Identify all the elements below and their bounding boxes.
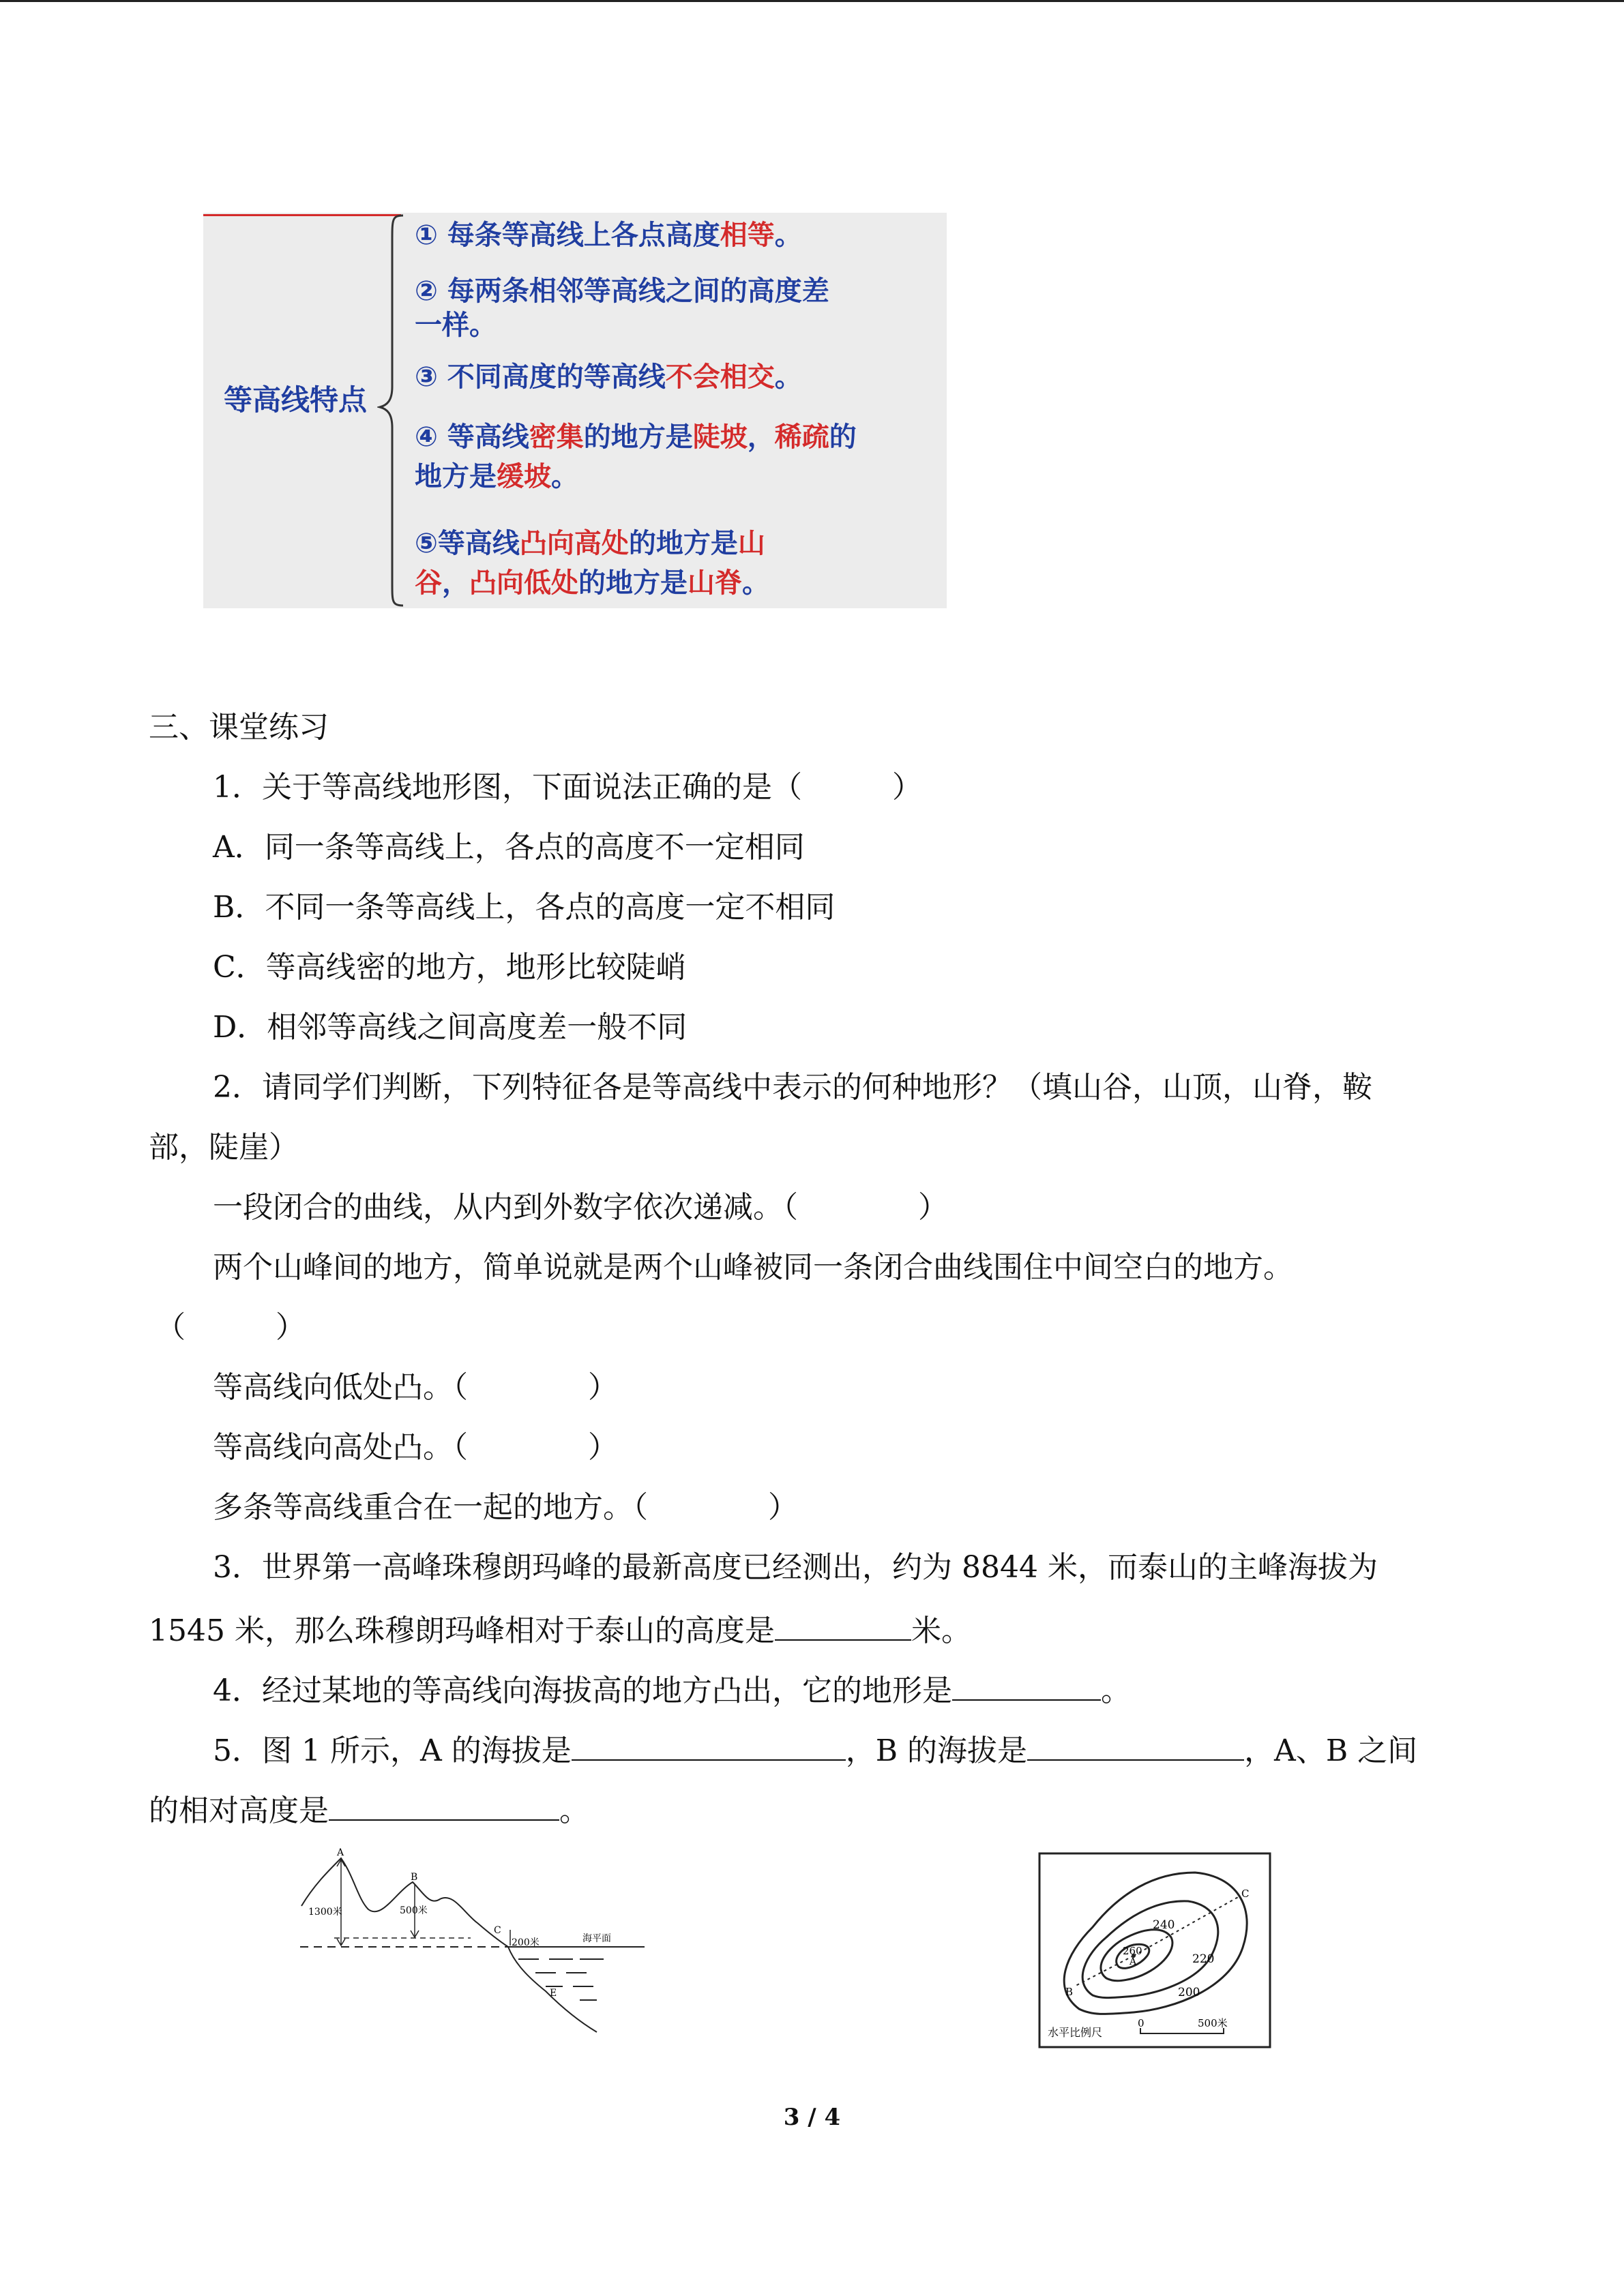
contour-200: 200 <box>1178 1986 1200 1999</box>
q1-option-c: C．等高线密的地方，地形比较陡峭 <box>213 950 686 985</box>
summary-item-part: ， <box>747 421 775 453</box>
summary-item-part: ④ 等高线 <box>415 421 529 453</box>
q4-answer-blank[interactable] <box>952 1669 1101 1701</box>
q1-option-a: A．同一条等高线上，各点的高度不一定相同 <box>213 830 805 865</box>
q1-option-b: B．不同一条等高线上，各点的高度一定不相同 <box>213 890 836 925</box>
summary-item <box>415 419 947 456</box>
q5-text-end: 。 <box>559 1793 589 1828</box>
fig2-label-b: B <box>1065 1986 1074 1998</box>
summary-item <box>415 217 947 254</box>
figure-1-profile <box>293 1845 648 2036</box>
q2-item: （ ） <box>156 1310 306 1345</box>
slide-red-line <box>203 214 401 216</box>
summary-item-text <box>415 275 829 307</box>
summary-item <box>415 458 947 495</box>
top-border <box>0 0 1624 2</box>
fig1-label-a: A <box>337 1847 344 1858</box>
summary-item-part: 凸向低处 <box>469 567 578 599</box>
fig1-height-a: 1300米 <box>308 1907 342 1918</box>
q5-text-d: 的相对高度是 <box>149 1793 329 1828</box>
summary-item-part: 谷 <box>415 567 442 599</box>
summary-item <box>415 307 947 344</box>
summary-item-part: 的 <box>829 421 857 453</box>
summary-item <box>415 273 947 310</box>
summary-item-part: 缓坡 <box>497 461 551 492</box>
q4-text: 4．经过某地的等高线向海拔高的地方凸出，它的地形是 <box>213 1673 952 1708</box>
brace-icon <box>377 213 404 608</box>
summary-item-text <box>415 361 802 393</box>
summary-item-part: ， <box>442 567 469 599</box>
q5-line1 <box>213 1729 1417 1770</box>
q2-stem-line2: 部，陡崖） <box>149 1130 299 1165</box>
q1-option-d: D．相邻等高线之间高度差一般不同 <box>213 1010 688 1045</box>
contour-220: 220 <box>1192 1952 1215 1966</box>
q3-text: 1545 米，那么珠穆朗玛峰相对于泰山的高度是 <box>149 1613 775 1648</box>
summary-item-text <box>415 421 857 453</box>
q5-blank-b[interactable] <box>1027 1729 1244 1761</box>
summary-item-part: 山 <box>737 528 765 559</box>
q2-item: 一段闭合的曲线，从内到外数字依次递减。（ ） <box>213 1190 948 1225</box>
summary-item-part: ⑤等高线 <box>415 528 520 559</box>
q2-item: 两个山峰间的地方，简单说就是两个山峰被同一条闭合曲线围住中间空白的地方。 <box>213 1250 1293 1285</box>
fig1-sea-level: 海平面 <box>582 1933 611 1944</box>
q4-line <box>213 1669 1131 1710</box>
page-number: 3 / 4 <box>783 2104 841 2131</box>
q2-item: 多条等高线重合在一起的地方。（ ） <box>213 1490 798 1525</box>
summary-item-part: 的地方是 <box>628 528 738 559</box>
summary-item-part: 一样。 <box>415 310 497 341</box>
summary-item-part: 。 <box>774 361 802 393</box>
figure-2-contour-map <box>1038 1852 1271 2048</box>
summary-item-text <box>415 310 497 341</box>
summary-item-part: ② 每两条相邻等高线之间的高度差 <box>415 275 829 307</box>
contour-260: 260 <box>1123 1945 1142 1957</box>
summary-item-part: 凸向高处 <box>519 528 629 559</box>
summary-item-part: ① 每条等高线上各点高度 <box>415 220 720 251</box>
summary-item-text <box>415 567 769 599</box>
q2-item: 等高线向低处凸。（ ） <box>213 1370 618 1405</box>
q2-item: 等高线向高处凸。（ ） <box>213 1430 618 1465</box>
summary-item-part: 密集 <box>529 421 584 453</box>
summary-item <box>415 525 947 562</box>
summary-item-text <box>415 528 765 559</box>
q4-text-end: 。 <box>1101 1673 1131 1708</box>
q5-line2 <box>149 1789 589 1830</box>
fig2-label-a: A <box>1130 1956 1137 1967</box>
q5-text-a: 5．图 1 所示，A 的海拔是 <box>213 1733 572 1768</box>
summary-item-part: ③ 不同高度的等高线 <box>415 361 666 393</box>
q1-stem: 1．关于等高线地形图，下面说法正确的是（ ） <box>213 770 922 805</box>
summary-item-text <box>415 220 802 251</box>
fig1-label-c: C <box>494 1925 501 1936</box>
summary-item-part: 陡坡 <box>692 421 748 453</box>
q3-line1: 3．世界第一高峰珠穆朗玛峰的最新高度已经测出，约为 8844 米，而泰山的主峰海拔为 <box>213 1550 1378 1585</box>
summary-item-part: 稀疏 <box>774 421 829 453</box>
summary-item <box>415 359 947 396</box>
summary-item-part: 相等 <box>720 220 775 251</box>
scale-zero: 0 <box>1138 2017 1145 2029</box>
q5-blank-c[interactable] <box>329 1789 559 1821</box>
scale-label: 水平比例尺 <box>1048 2026 1103 2039</box>
q2-stem-line1: 2．请同学们判断，下列特征各是等高线中表示的何种地形？（填山谷，山顶，山脊，鞍 <box>213 1070 1372 1105</box>
scale-end: 500米 <box>1198 2017 1228 2029</box>
section-heading: 三、课堂练习 <box>149 710 329 745</box>
fig1-label-e: E <box>550 1988 557 1999</box>
fig1-height-b: 500米 <box>400 1905 428 1916</box>
q5-blank-a[interactable] <box>572 1729 846 1761</box>
summary-item-text <box>415 461 578 492</box>
summary-label: 等高线特点 <box>224 383 368 417</box>
fig1-height-c: 200米 <box>512 1937 540 1948</box>
summary-item-part: 山脊 <box>688 567 742 599</box>
summary-item-part: 。 <box>774 220 802 251</box>
q3-answer-blank[interactable] <box>775 1609 911 1641</box>
summary-item <box>415 565 947 601</box>
summary-item-part: 的地方是 <box>583 421 693 453</box>
q5-text-c: ，A、B 之间 <box>1244 1733 1418 1768</box>
fig1-label-b: B <box>411 1872 418 1883</box>
q3-line2 <box>149 1609 971 1650</box>
q5-text-b: ，B 的海拔是 <box>845 1733 1028 1768</box>
summary-item-part: 地方是 <box>415 461 497 492</box>
contour-summary-slide <box>203 213 947 608</box>
q3-text-end: 米。 <box>911 1613 971 1648</box>
contour-240: 240 <box>1153 1918 1175 1932</box>
summary-item-part: 不会相交 <box>665 361 775 393</box>
summary-item-part: 。 <box>551 461 578 492</box>
summary-item-part: 。 <box>742 567 769 599</box>
summary-item-part: 的地方是 <box>578 567 688 599</box>
fig2-label-c: C <box>1241 1888 1250 1900</box>
